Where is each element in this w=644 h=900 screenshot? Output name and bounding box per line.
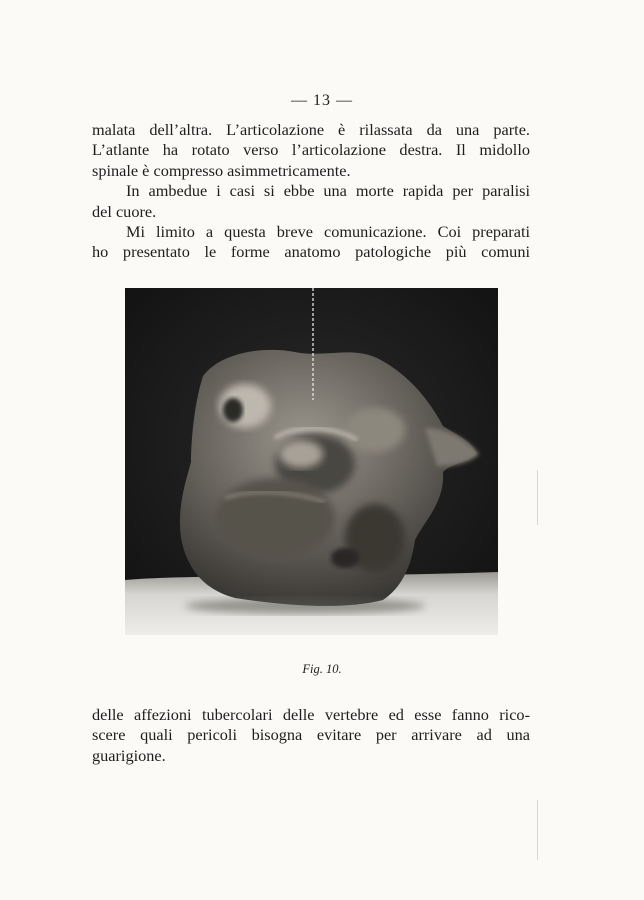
text-line: delle affezioni tubercolari delle vertebre ed esse fanno rico- — [92, 705, 530, 724]
paragraph — [92, 222, 530, 263]
figure-photograph — [125, 288, 498, 635]
body-text-bottom — [92, 705, 530, 766]
paragraph — [92, 705, 530, 766]
text-line: ho presentato le forme anatomo patologiche più comuni — [92, 242, 530, 262]
text-line: L’atlante ha rotato verso l’articolazione destra. Il midollo — [92, 140, 530, 160]
page-number: — 13 — — [291, 92, 353, 109]
text-line: guarigione. — [92, 745, 166, 765]
text-line: scere quali pericoli bisogna evitare per arrivare ad una — [92, 725, 530, 745]
scan-margin-mark — [537, 800, 538, 860]
figure-caption: Fig. 10. — [302, 662, 342, 676]
scan-margin-mark — [537, 470, 538, 525]
text-line: In ambedue i casi si ebbe una morte rapida per paralisi — [126, 181, 530, 201]
text-line: Mi limito a questa breve comunicazione. Coi preparati — [126, 222, 530, 242]
body-text-top — [92, 120, 530, 263]
paragraph — [92, 120, 530, 181]
text-line: malata dell’altra. L’articolazione è rilassata da una parte. — [92, 120, 530, 139]
text-line: spinale è compresso asimmetricamente. — [92, 160, 351, 180]
text-line: del cuore. — [92, 201, 157, 221]
vertebra-specimen-photo — [125, 288, 498, 635]
paragraph — [92, 181, 530, 222]
